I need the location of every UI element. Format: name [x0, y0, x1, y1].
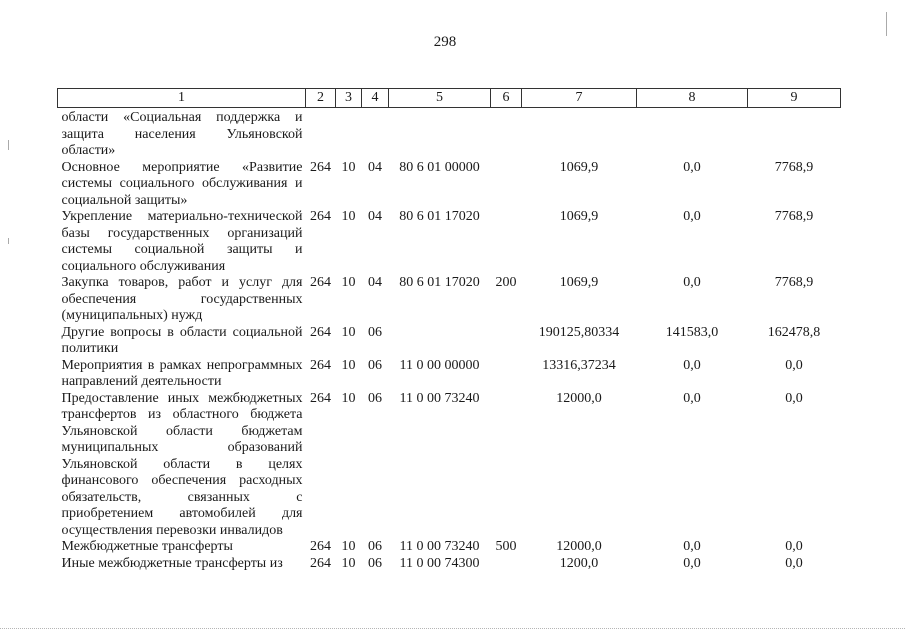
header-cell-5: 5: [389, 89, 491, 108]
cell-col-5: [389, 110, 491, 160]
cell-col-4: 06: [368, 324, 382, 340]
cell-col-4: [362, 110, 389, 160]
header-cell-4: 4: [362, 89, 389, 108]
cell-col-3: 10: [341, 390, 356, 406]
cell-col-4: 06: [368, 555, 382, 571]
cell-col-9: 0,0: [785, 357, 803, 373]
cell-col-7: 12000,0: [556, 390, 602, 406]
header-row: [58, 89, 841, 108]
cell-name: Предоставление иных межбюджетных трансфертов из областного бюджета Ульяновской области бюджетам муниципальных образований Ульяновской области в целях финансового обеспечения расходных обязательств, связанных с приобретением автомобилей для осуществления перевозки инвалидов: [61, 390, 303, 538]
cell-col-7: 13316,37234: [542, 357, 616, 373]
cell-col-5: 11 0 00 73240: [399, 390, 480, 406]
cell-col-9: 162478,8: [767, 324, 821, 340]
cell-col-5: 80 6 01 00000: [399, 159, 480, 175]
cell-col-2: 264: [310, 555, 331, 571]
header-cell-1: 1: [58, 89, 306, 108]
cell-col-7: 1069,9: [559, 159, 599, 175]
cell-col-3: 10: [341, 539, 356, 554]
cell-col-8: 0,0: [683, 390, 701, 406]
cell-col-4: 04: [368, 209, 382, 224]
cell-col-8: 0,0: [683, 159, 701, 175]
cell-col-5: [389, 325, 491, 358]
cell-col-5: 11 0 00 73240: [399, 539, 480, 554]
cell-col-2: [306, 110, 336, 160]
cell-col-2: 264: [310, 275, 331, 290]
page-number: 298: [433, 34, 457, 50]
cell-col-9: 7768,9: [774, 275, 814, 290]
cell-col-6: [491, 110, 522, 160]
cell-col-6: [491, 160, 522, 210]
cell-col-6: [491, 391, 522, 540]
cell-col-3: 10: [341, 275, 356, 290]
cell-col-6: 500: [495, 539, 517, 554]
cell-col-7: 1069,9: [559, 275, 599, 290]
table-row: [58, 110, 841, 160]
table-row: [58, 325, 841, 358]
header-cell-8: 8: [637, 89, 748, 108]
cell-name: области «Социальная поддержка и защита населения Ульяновской области»: [61, 110, 303, 158]
header-cell-7: 7: [522, 89, 637, 108]
cell-col-4: 04: [368, 275, 382, 290]
cell-col-4: 04: [368, 159, 382, 175]
budget-table: [57, 88, 841, 572]
cell-col-6: [491, 556, 522, 573]
cell-col-2: 264: [310, 324, 331, 340]
header-cell-6: 6: [491, 89, 522, 108]
cell-col-6: [491, 325, 522, 358]
cell-col-6: [491, 209, 522, 275]
cell-name: Основное мероприятие «Развитие системы социального обслуживания и социальной защиты»: [61, 159, 303, 208]
cell-col-7: 12000,0: [556, 539, 602, 554]
cell-col-5: 11 0 00 74300: [399, 555, 480, 571]
cell-col-5: 11 0 00 00000: [399, 357, 480, 373]
cell-name: Другие вопросы в области социальной политики: [61, 324, 303, 356]
cell-name: Укрепление материально-технической базы государственных организаций системы социальной защиты и социального обслуживания: [61, 209, 303, 274]
scan-mark-left-lower: [8, 238, 9, 244]
cell-name: Иные межбюджетные трансферты из: [61, 555, 283, 571]
table-body: [58, 108, 841, 573]
table-row: [58, 209, 841, 275]
cell-col-2: 264: [310, 159, 331, 175]
table-row: [58, 391, 841, 540]
table-row: [58, 556, 841, 573]
cell-col-4: 06: [368, 390, 382, 406]
cell-col-7: [522, 110, 637, 160]
cell-col-3: [336, 110, 362, 160]
table-row: [58, 358, 841, 391]
scan-mark-right: [886, 12, 887, 36]
cell-col-2: 264: [310, 357, 331, 373]
header-cell-9: 9: [748, 89, 841, 108]
scan-mark-left: [8, 140, 9, 150]
cell-col-3: 10: [341, 555, 356, 571]
table-row: [58, 275, 841, 325]
header-cell-2: 2: [306, 89, 336, 108]
cell-col-5: 80 6 01 17020: [399, 209, 480, 224]
cell-col-4: 06: [368, 539, 382, 554]
cell-col-8: 0,0: [683, 555, 701, 571]
scan-edge-line: [0, 628, 905, 630]
table-row: [58, 160, 841, 210]
cell-name: Закупка товаров, работ и услуг для обеспечения государственных (муниципальных) нужд: [61, 275, 303, 323]
cell-col-8: 0,0: [683, 275, 701, 290]
cell-col-9: 7768,9: [774, 159, 814, 175]
cell-col-7: 190125,80334: [538, 324, 620, 340]
cell-col-4: 06: [368, 357, 382, 373]
cell-col-7: 1200,0: [559, 555, 599, 571]
cell-col-9: 7768,9: [774, 209, 814, 224]
cell-col-9: 0,0: [785, 539, 803, 554]
cell-col-2: 264: [310, 209, 331, 224]
cell-col-6: 200: [495, 275, 517, 290]
cell-col-6: [491, 358, 522, 391]
cell-name: Межбюджетные трансферты: [61, 539, 233, 554]
cell-col-8: 0,0: [683, 357, 701, 373]
cell-col-8: [637, 110, 748, 160]
cell-col-7: 1069,9: [559, 209, 599, 224]
cell-col-2: 264: [310, 539, 331, 554]
cell-col-8: 141583,0: [665, 324, 719, 340]
cell-col-3: 10: [341, 324, 356, 340]
cell-col-8: 0,0: [683, 539, 701, 554]
cell-col-5: 80 6 01 17020: [399, 275, 480, 290]
cell-col-3: 10: [341, 357, 356, 373]
cell-col-8: 0,0: [683, 209, 701, 224]
cell-name: Мероприятия в рамках непрограммных направлений деятельности: [61, 357, 303, 389]
table-row: [58, 539, 841, 556]
cell-col-2: 264: [310, 390, 331, 406]
cell-col-3: 10: [341, 209, 356, 224]
cell-col-3: 10: [341, 159, 356, 175]
cell-col-9: 0,0: [785, 390, 803, 406]
cell-col-9: [748, 110, 841, 160]
header-cell-3: 3: [336, 89, 362, 108]
cell-col-9: 0,0: [785, 555, 803, 571]
